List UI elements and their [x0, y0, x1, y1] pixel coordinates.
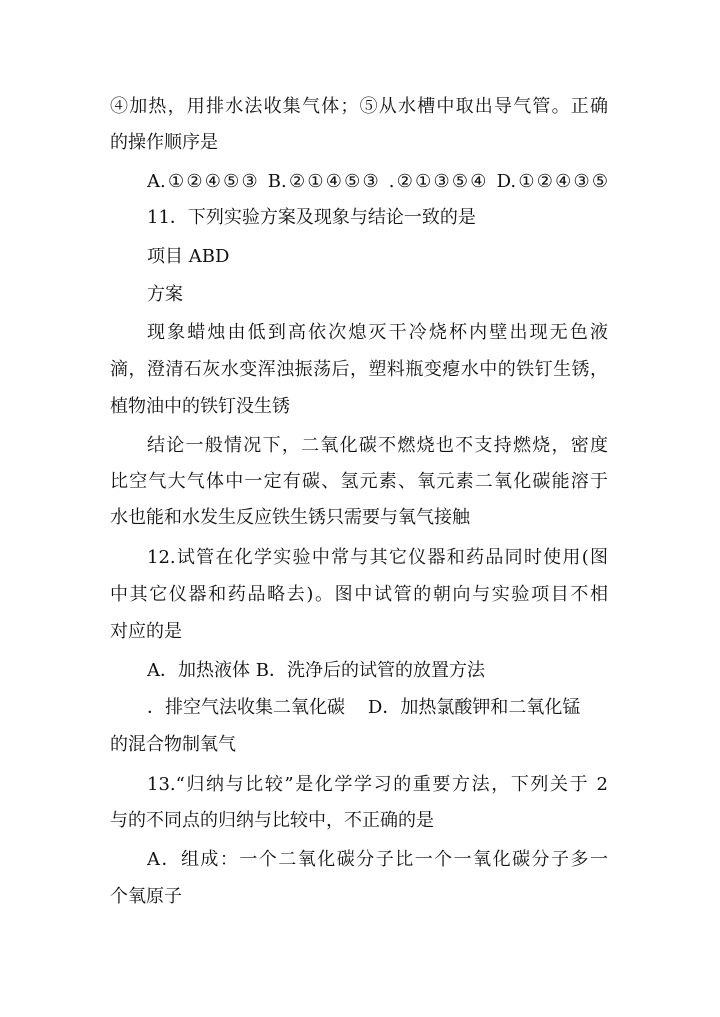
question-12-stem: 12.试管在化学实验中常与其它仪器和药品同时使用(图: [147, 547, 608, 568]
text-line-1: ④加热，用排水法收集气体；⑤从水槽中取出导气管。正确: [110, 96, 608, 117]
text-line-8: 滴，澄清石灰水变浑浊振荡后，塑料瓶变瘪水中的铁钉生锈，: [110, 359, 608, 380]
text-line-18: 的混合物制氧气: [110, 734, 236, 755]
question-11-stem: 11．下列实验方案及现象与结论一致的是: [147, 207, 476, 228]
text-line-2: 的操作顺序是: [110, 132, 218, 153]
text-line-20: 与的不同点的归纳与比较中，不正确的是: [110, 810, 434, 831]
text-line-15: 对应的是: [110, 621, 182, 642]
question-13-option-a: A．组成：一个二氧化碳分子比一个一氧化碳分子多一: [147, 849, 608, 870]
text-line-14: 中其它仪器和药品略去)。图中试管的朝向与实验项目不相: [110, 584, 608, 605]
table-row-plan: 方案: [147, 284, 183, 305]
table-row-conclusion: 结论一般情况下，二氧化碳不燃烧也不支持燃烧，密度: [147, 435, 608, 456]
text-line-22: 个氧原子: [110, 886, 182, 907]
question-13-stem: 13.“归纳与比较”是化学学习的重要方法，下列关于 2: [147, 774, 608, 795]
question-12-options-ab: A．加热液体 B．洗净后的试管的放置方法: [147, 660, 485, 681]
text-line-11: 比空气大气体中一定有碳、氢元素、氧元素二氧化碳能溶于: [110, 471, 608, 492]
question-12-options-cd: ．排空气法收集二氧化碳 D．加热氯酸钾和二氧化锰: [147, 697, 581, 718]
table-row-phenomenon: 现象蜡烛由低到高依次熄灭干冷烧杯内壁出现无色液: [147, 322, 608, 343]
table-header-item: 项目 ABD: [147, 246, 230, 267]
text-line-9: 植物油中的铁钉没生锈: [110, 396, 290, 417]
text-line-12: 水也能和水发生反应铁生锈只需要与氧气接触: [110, 507, 470, 528]
answer-options-line: A.①②④⑤③ B.②①④⑤③ .②①③⑤④ D.①②④③⑤: [147, 171, 608, 192]
